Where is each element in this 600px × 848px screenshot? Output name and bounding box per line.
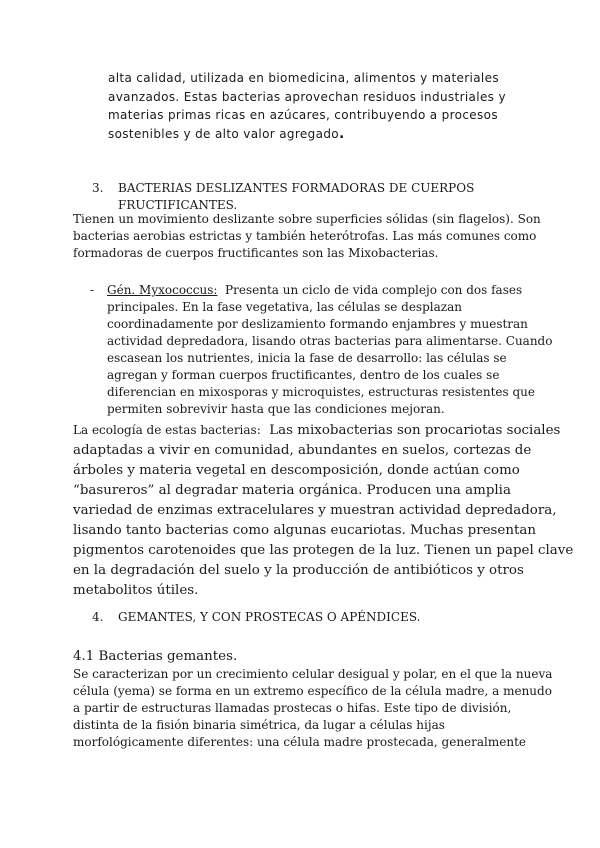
text-line: Presenta un ciclo de vida complejo con dos fases: [217, 283, 523, 297]
section-3-heading: [92, 180, 474, 214]
text-line: lisando tanto bacterias como algunas eucariotas. Muchas presentan: [73, 523, 536, 538]
ecology-paragraph: [73, 420, 574, 601]
text-line: adaptadas a vivir en comunidad, abundantes en suelos, cortezas de: [73, 443, 532, 458]
text-line: metabolitos útiles.: [73, 583, 199, 598]
text-line: permiten sobrevivir hasta que las condiciones mejoran.: [107, 402, 445, 416]
text-line: alta calidad, utilizada en biomedicina, alimentos y materiales: [108, 71, 499, 85]
bullet-text: [107, 282, 552, 418]
section-4-paragraph: [73, 666, 553, 751]
heading-line: FRUCTIFICANTES.: [118, 198, 238, 212]
text-line: Se caracterizan por un crecimiento celular desigual y polar, en el que la nueva: [73, 667, 553, 681]
text-line: formadoras de cuerpos fructificantes son las Mixobacterias.: [73, 246, 439, 260]
text-line: escasean los nutrientes, inicia la fase de desarrollo: las células se: [107, 351, 507, 365]
text-line: avanzados. Estas bacterias aprovechan residuos industriales y: [108, 89, 506, 104]
text-line: en la degradación del suelo y la producción de antibióticos y otros: [73, 563, 524, 578]
text-line: árboles y materia vegetal en descomposición, donde actúan como: [73, 463, 520, 478]
end-period: .: [339, 125, 345, 142]
heading-line: BACTERIAS DESLIZANTES FORMADORAS DE CUERPOS: [118, 181, 475, 195]
text-line: principales. En la fase vegetativa, las células se desplazan: [107, 300, 462, 314]
text-line: materias primas ricas en azúcares, contribuyendo a procesos: [108, 108, 498, 122]
text-line: coordinadamente por deslizamiento formando enjambres y muestran: [107, 317, 528, 331]
text-line: Las mixobacterias son procariotas sociales: [260, 423, 561, 438]
section-3-paragraph: [73, 211, 543, 262]
heading-line: GEMANTES, Y CON PROSTECAS O APÉNDICES.: [118, 610, 421, 624]
text-line: morfológicamente diferentes: una célula madre prostecada, generalmente: [73, 735, 527, 749]
text-line: pigmentos carotenoides que las protegen de la luz. Tienen un papel clave: [73, 543, 574, 558]
intro-paragraph: [108, 69, 528, 143]
text-line: diferencian en mixosporas y microquistes, estructuras resistentes que: [107, 385, 536, 399]
section-number: 3.: [92, 181, 104, 195]
text-line-content: sostenibles y de alto valor agregado: [108, 126, 339, 141]
text-line: [108, 125, 528, 144]
text-line: “basureros” al degradar materia orgánica. Producen una amplia: [73, 483, 511, 498]
text-line: agregan y forman cuerpos fructificantes, dentro de los cuales se: [107, 368, 500, 382]
subsection-4-1-title: [73, 647, 237, 667]
ecology-lead: La ecología de estas bacterias:: [73, 423, 261, 437]
text-line: distinta de la fisión binaria simétrica, da lugar a células hijas: [73, 718, 445, 732]
text-line: variedad de enzimas extracelulares y muestran actividad depredadora,: [73, 503, 557, 518]
text-line: a partir de estructuras llamadas prostecas o hifas. Este tipo de división,: [73, 701, 512, 715]
text-line: célula (yema) se forma en un extremo específico de la célula madre, a menudo: [73, 684, 552, 698]
genus-label: Gén. Myxococcus:: [107, 283, 218, 297]
section-number: 4.: [92, 610, 104, 624]
subsection-title: 4.1 Bacterias gemantes.: [73, 649, 238, 664]
bullet-dash: -: [90, 283, 95, 297]
text-line: bacterias aerobias estrictas y también heterótrofas. Las más comunes como: [73, 229, 537, 243]
section-4-heading: [92, 609, 420, 626]
text-line: actividad depredadora, lisando otras bacterias para alimentarse. Cuando: [107, 334, 553, 348]
text-line: Tienen un movimiento deslizante sobre superficies sólidas (sin flagelos). Son: [73, 212, 541, 226]
